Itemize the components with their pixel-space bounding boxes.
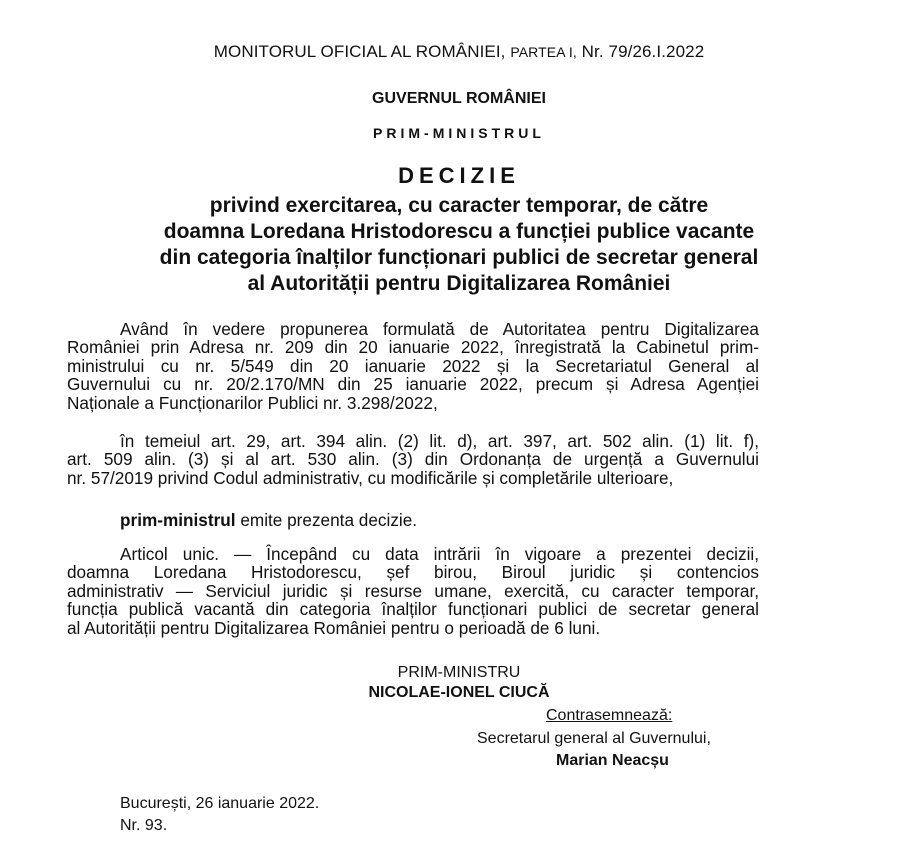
text-line: ministrului cu nr. 5/549 din 20 ianuarie 2022 și la Secretariatul General al xyxy=(67,355,759,376)
text-line: art. 509 alin. (3) și al art. 530 alin. (3) din Ordonanța de urgență a Guvernului xyxy=(67,449,759,470)
text-line xyxy=(120,511,759,529)
enacting-subject: prim-ministrul xyxy=(120,510,236,530)
document-type: DECIZIE xyxy=(398,163,520,188)
text-line: Având în vedere propunerea formulată de Autoritatea pentru Digitalizarea xyxy=(120,319,759,339)
decision-number: Nr. 93. xyxy=(120,817,168,834)
text-line: Naționale a Funcționarilor Publici nr. 3.298/2022, xyxy=(67,392,438,413)
gazette-issue: Nr. 79/26.I.2022 xyxy=(581,42,705,61)
text-line: României prin Adresa nr. 209 din 20 ianuarie 2022, înregistrată la Cabinetul prim- xyxy=(67,337,759,358)
enacting-clause xyxy=(67,511,812,529)
place-and-date: București, 26 ianuarie 2022. xyxy=(120,795,320,812)
subject-line: doamna Loredana Hristodorescu a funcției publice vacante xyxy=(163,220,755,243)
decision-subject xyxy=(40,193,878,297)
sole-article xyxy=(67,545,812,637)
subject-line: al Autorității pentru Digitalizarea României xyxy=(247,272,671,295)
text-line: administrativ — Serviciul juridic și resurse umane, exercită, cu caracter temporar, xyxy=(67,580,759,601)
text-line: al Autorității pentru Digitalizarea României pentru o perioadă de 6 luni. xyxy=(67,617,601,638)
preamble-paragraph-2 xyxy=(67,432,812,487)
signatory-title: PRIM-MINISTRU xyxy=(397,664,521,681)
gazette-header xyxy=(0,42,918,62)
preamble-paragraph-1 xyxy=(67,320,812,412)
text-line: funcția publică vacantă din categoria înalților funcționari publici de secretar general xyxy=(67,599,759,620)
countersign-name: Marian Neacșu xyxy=(556,752,669,769)
issuer-office: PRIM-MINISTRUL xyxy=(373,125,545,141)
text-line: nr. 57/2019 privind Codul administrativ, cu modificările și completările ulterioare, xyxy=(67,467,674,488)
text-line: doamna Loredana Hristodorescu, șef birou, Biroul juridic și contencios xyxy=(67,562,759,583)
subject-line: privind exercitarea, cu caracter temporar, de către xyxy=(209,194,709,217)
enacting-text: emite prezenta decizie. xyxy=(235,510,418,530)
signatory-name: NICOLAE-IONEL CIUCĂ xyxy=(368,684,550,701)
gazette-part: PARTEA I, xyxy=(510,44,577,60)
issuer-government: GUVERNUL ROMÂNIEI xyxy=(372,90,546,107)
subject-line: din categoria înalților funcționari publici de secretar general xyxy=(159,246,759,269)
countersign-label: Contrasemnează: xyxy=(546,707,673,724)
gazette-title: MONITORUL OFICIAL AL ROMÂNIEI, xyxy=(213,42,506,61)
text-line: Guvernului cu nr. 20/2.170/MN din 25 ianuarie 2022, precum și Adresa Agenției xyxy=(67,374,759,395)
countersign-role: Secretarul general al Guvernului, xyxy=(477,730,711,747)
text-line: Articol unic. — Începând cu data intrării în vigoare a prezentei decizii, xyxy=(120,544,759,564)
text-line: în temeiul art. 29, art. 394 alin. (2) lit. d), art. 397, art. 502 alin. (1) lit. f), xyxy=(120,431,759,451)
